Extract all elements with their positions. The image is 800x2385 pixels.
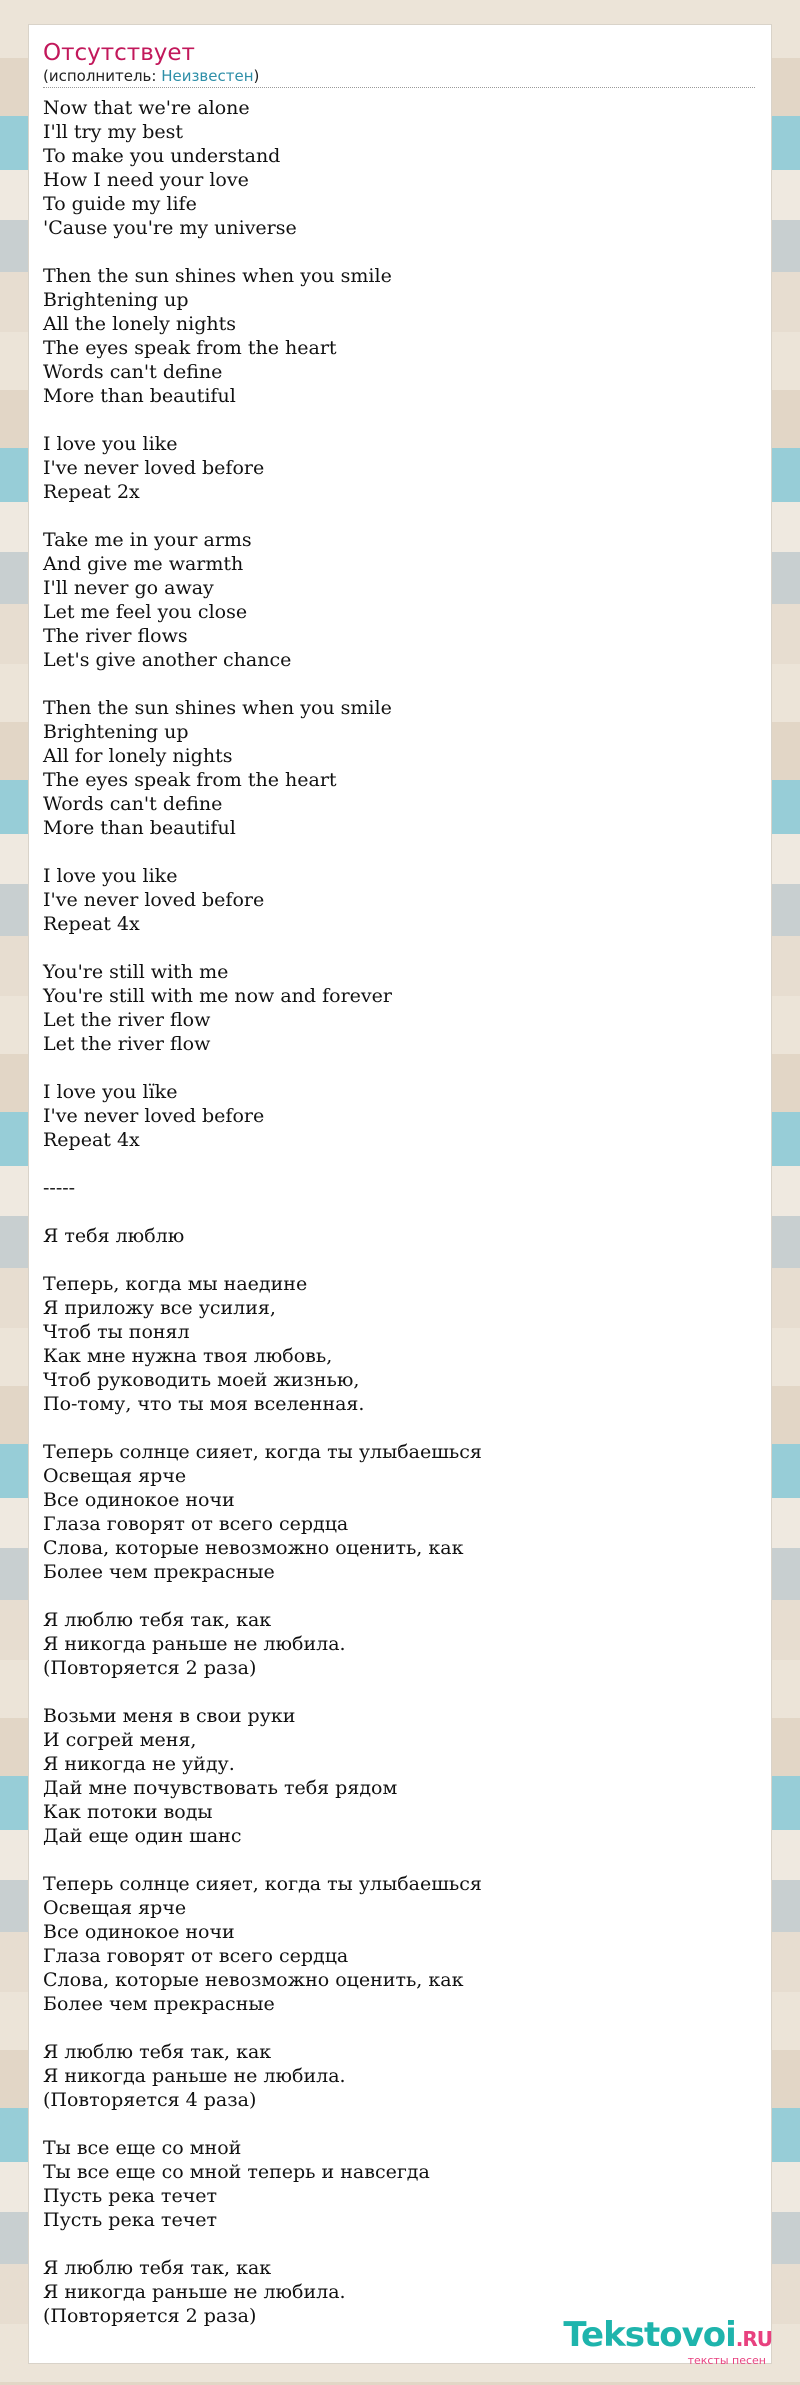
logo-tagline: тексты песен bbox=[687, 2354, 766, 2367]
site-logo[interactable] bbox=[563, 2315, 772, 2367]
lyrics-card bbox=[28, 24, 772, 2364]
artist-link[interactable]: Неизвестен bbox=[161, 67, 254, 85]
artist-prefix: (исполнитель: bbox=[43, 67, 162, 85]
logo-tld: .RU bbox=[735, 2327, 772, 2351]
artist-suffix: ) bbox=[253, 67, 260, 85]
song-title: Отсутствует bbox=[43, 40, 195, 66]
logo-name: Tekstovoi bbox=[563, 2315, 736, 2355]
artist-line bbox=[43, 67, 755, 88]
lyrics-text: Now that we're alone I'll try my best To make you understand How I need your love To guide my life 'Cause you're my universe Then the sun shines when you smile Brightening up All the lonely nights The eyes speak from the heart Words can't define More than beautiful I love you like I've never loved before Repeat 2x Take me in your arms And give me warmth I'll never go away Let me feel you close The river flows Let's give another chance Then the sun shines when you smile Brightening up All for lonely nights The eyes speak from the heart Words can't define More than beautiful I love you like I've never loved before Repeat 4x You're still with me You're still with me now and forever Let the river flow Let the river flow I love you lïke I've never loved before Repeat 4x ----- Я тебя люблю Теперь, когда мы наедине Я приложу все усилия, Чтоб ты понял Как мне нужна твоя любовь, Чтоб руководить моей жизнью, По-тому, что ты моя вселенная. Теперь солнце сияет, когда ты улыбаешься Освещая ярче Все одинокое ночи Глаза говорят от всего сердца Слова, которые невозможно оценить, как Более чем прекрасные Я люблю тебя так, как Я никогда раньше не любила. (Повторяется 2 раза) Возьми меня в свои руки И согрей меня, Я никогда не уйду. Дай мне почувствовать тебя рядом Как потоки воды Дай еще один шанс Теперь солнце сияет, когда ты улыбаешься Освещая ярче Все одинокое ночи Глаза говорят от всего сердца Слова, которые невозможно оценить, как Более чем прекрасные Я люблю тебя так, как Я никогда раньше не любила. (Повторяется 4 раза) Ты все еще со мной Ты все еще со мной теперь и навсегда Пусть река течет Пусть река течет Я люблю тебя так, как Я никогда раньше не любила. (Повторяется 2 раза) bbox=[43, 97, 482, 2327]
